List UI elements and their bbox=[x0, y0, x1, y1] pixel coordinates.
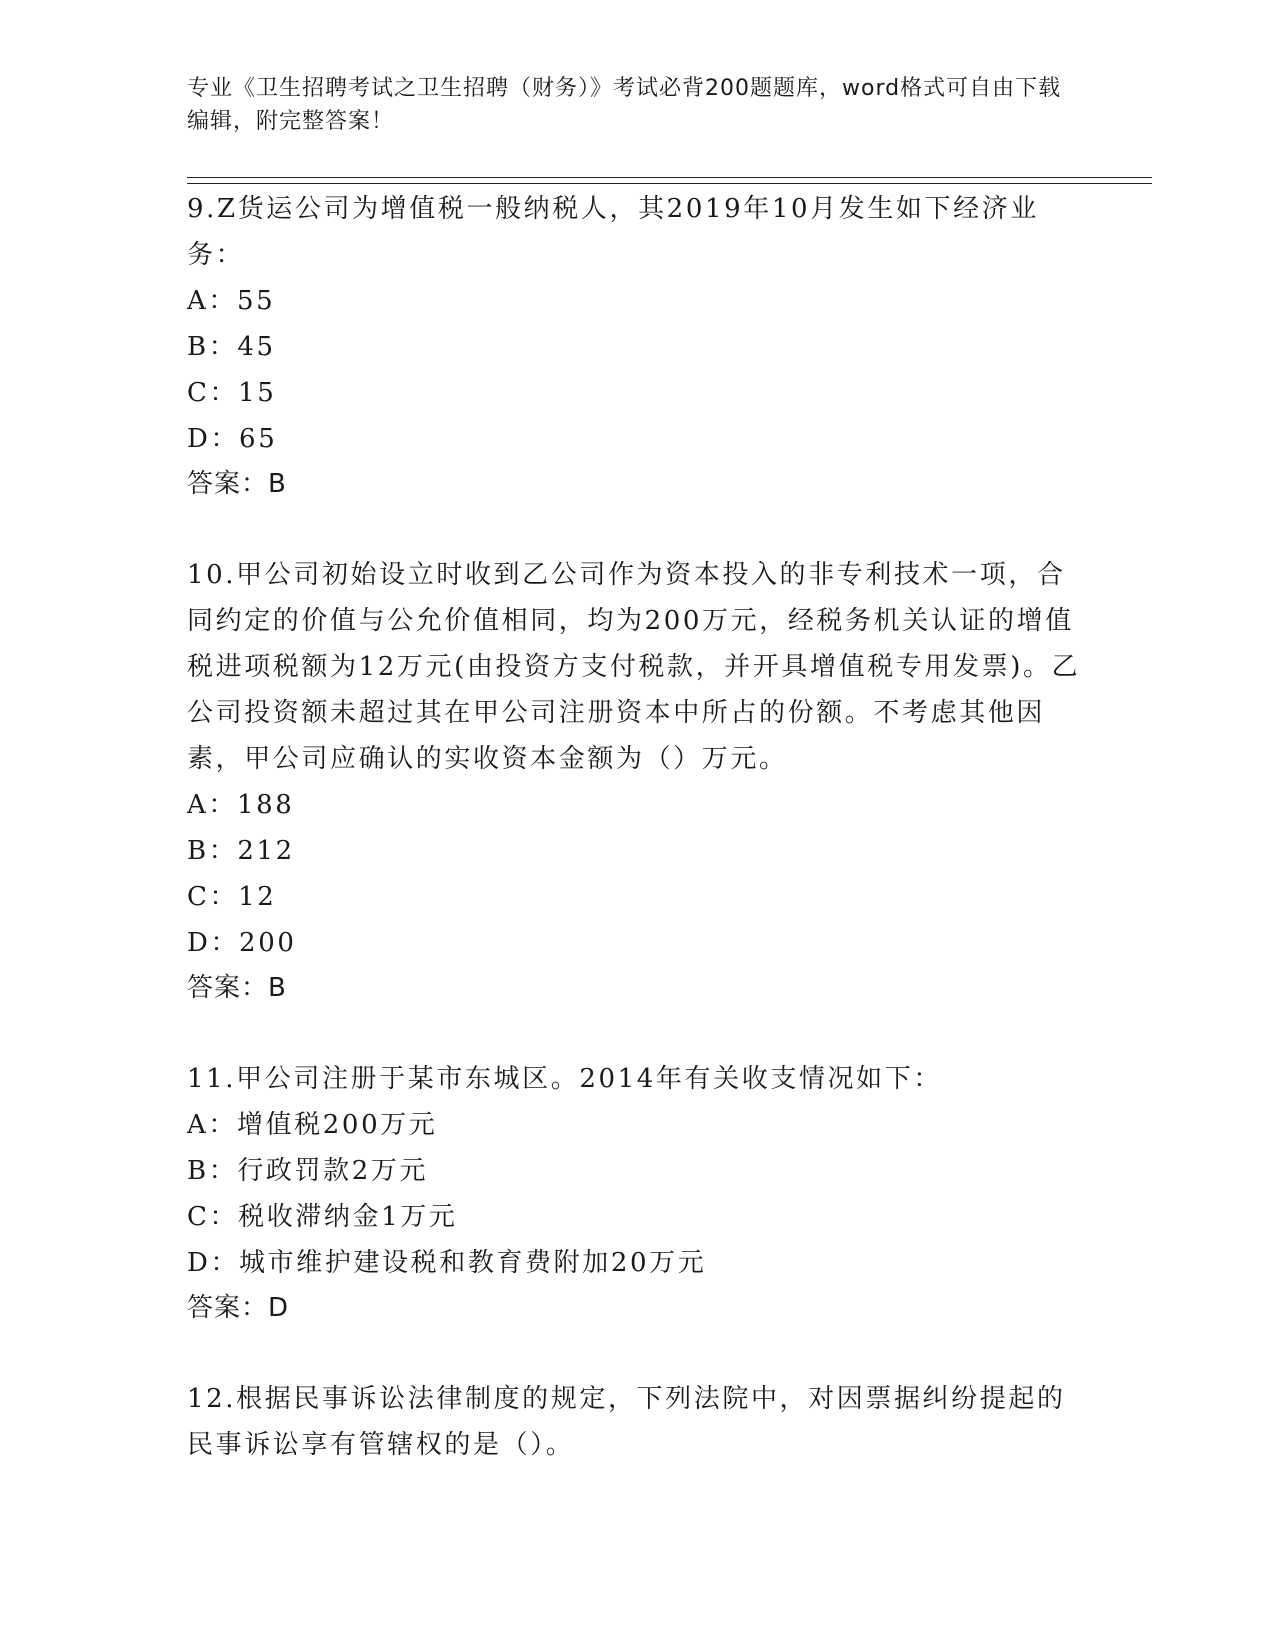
option-text: 45 bbox=[237, 332, 276, 362]
header-divider-bottom bbox=[187, 183, 1152, 184]
option-c bbox=[187, 370, 1087, 416]
question-9 bbox=[187, 186, 1087, 506]
option-b bbox=[187, 828, 1087, 874]
option-key: B： bbox=[187, 1156, 238, 1186]
option-key: A： bbox=[187, 790, 237, 820]
option-text: 12 bbox=[238, 882, 277, 912]
option-a bbox=[187, 1102, 1087, 1148]
answer: 答案：B bbox=[187, 973, 287, 1003]
option-c bbox=[187, 1194, 1087, 1240]
question-text: 10.甲公司初始设立时收到乙公司作为资本投入的非专利技术一项，合同约定的价值与公允价值相同，均为200万元，经税务机关认证的增值税进项税额为12万元(由投资方支付税款，并开具增值税专用发票)。乙公司投资额未超过其在甲公司注册资本中所占的份额。不考虑其他因素，甲公司应确认的实收资本金额为（）万元。 bbox=[187, 560, 1081, 774]
option-text: 65 bbox=[239, 424, 278, 454]
option-key: A： bbox=[187, 1110, 237, 1140]
option-d bbox=[187, 920, 1087, 966]
option-key: A： bbox=[187, 286, 237, 316]
option-key: D： bbox=[187, 1248, 240, 1278]
option-text: 增值税200万元 bbox=[236, 1110, 438, 1140]
question-10 bbox=[187, 552, 1087, 1010]
header-divider-top bbox=[187, 177, 1152, 178]
option-text: 55 bbox=[236, 286, 276, 316]
option-key: D： bbox=[187, 424, 240, 454]
option-a bbox=[187, 278, 1087, 324]
option-b bbox=[187, 1148, 1087, 1194]
option-text: 城市维护建设税和教育费附加20万元 bbox=[239, 1248, 707, 1278]
option-text: 200 bbox=[239, 928, 297, 958]
option-text: 188 bbox=[236, 790, 295, 820]
option-key: C： bbox=[187, 882, 239, 912]
option-d bbox=[187, 1240, 1087, 1286]
option-key: D： bbox=[187, 928, 240, 958]
option-text: 15 bbox=[238, 378, 277, 408]
option-b bbox=[187, 324, 1087, 370]
question-12 bbox=[187, 1376, 1087, 1468]
question-11 bbox=[187, 1056, 1087, 1330]
option-text: 212 bbox=[237, 836, 295, 866]
question-text: 11.甲公司注册于某市东城区。2014年有关收支情况如下： bbox=[187, 1064, 942, 1094]
option-key: C： bbox=[187, 378, 239, 408]
option-key: B： bbox=[187, 332, 238, 362]
question-list bbox=[187, 186, 1087, 1514]
option-c bbox=[187, 874, 1087, 920]
option-key: C： bbox=[187, 1202, 239, 1232]
answer: 答案：B bbox=[187, 469, 287, 499]
answer: 答案：D bbox=[187, 1293, 290, 1323]
option-a bbox=[187, 782, 1087, 828]
question-text: 12.根据民事诉讼法律制度的规定，下列法院中，对因票据纠纷提起的民事诉讼享有管辖权的是（）。 bbox=[187, 1384, 1066, 1460]
option-d bbox=[187, 416, 1087, 462]
document-header: 专业《卫生招聘考试之卫生招聘（财务）》考试必背200题题库，word格式可自由下载编辑，附完整答案！ bbox=[187, 76, 1062, 134]
question-text: 9.Z货运公司为增值税一般纳税人，其2019年10月发生如下经济业务： bbox=[187, 194, 1039, 270]
option-text: 税收滞纳金1万元 bbox=[238, 1202, 458, 1232]
option-key: B： bbox=[187, 836, 238, 866]
option-text: 行政罚款2万元 bbox=[237, 1156, 429, 1186]
